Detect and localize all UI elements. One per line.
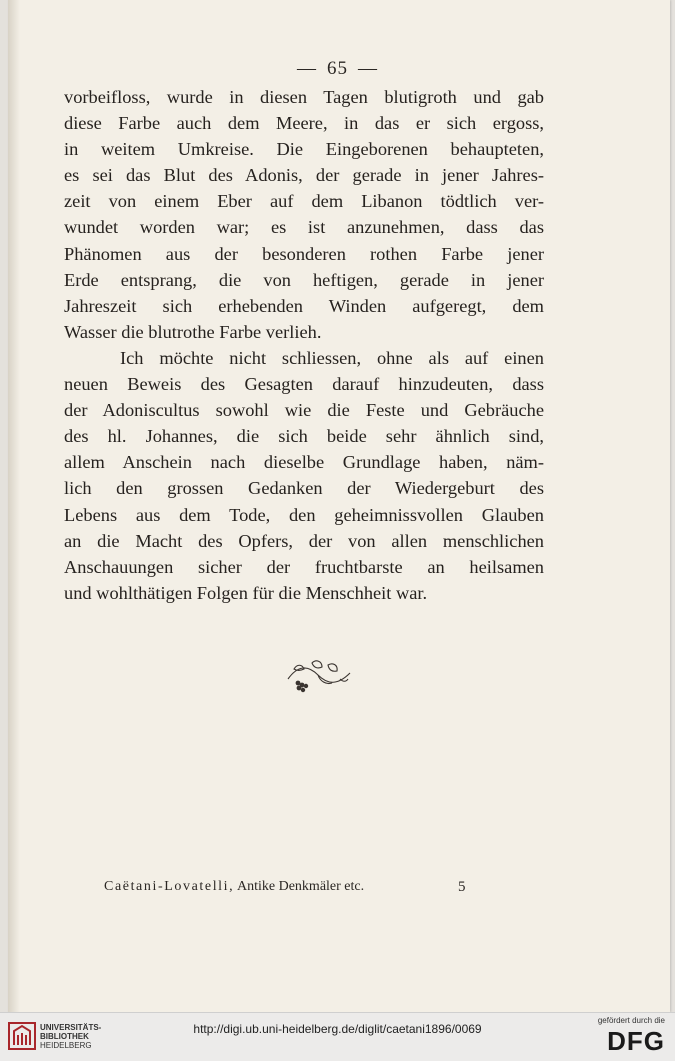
text-line: Phänomen aus der besonderen rothen Farbe jener xyxy=(64,243,544,264)
text-line: Anschauungen sicher der fruchtbarste an heilsamen xyxy=(64,556,544,577)
text-line: diese Farbe auch dem Meere, in das er sich ergoss, xyxy=(64,113,544,134)
text-line: Wasser die blutrothe Farbe verlieh. xyxy=(64,321,322,342)
text-line: der Adoniscultus sowohl wie die Feste und Gebräuche xyxy=(64,400,544,421)
dfg-caption: gefördert durch die xyxy=(597,1016,665,1025)
text-line: Ich möchte nicht schliessen, ohne als auf einen xyxy=(120,347,544,368)
body-text xyxy=(64,84,544,606)
library-name-line1: UNIVERSITÄTS- xyxy=(40,1023,102,1032)
text-line: in weitem Umkreise. Die Eingeborenen behaupteten, xyxy=(64,139,544,160)
text-line: allem Anschein nach dieselbe Grundlage haben, näm- xyxy=(64,452,544,473)
text-line: zeit von einem Eber auf dem Libanon tödtlich ver- xyxy=(64,191,544,212)
permalink-url[interactable]: http://digi.ub.uni-heidelberg.de/diglit/caetani1896/0069 xyxy=(193,1022,482,1036)
text-line: wundet worden war; es ist anzunehmen, dass das xyxy=(64,217,544,238)
text-line: und wohlthätigen Folgen für die Menschheit war. xyxy=(64,582,428,603)
text-line: vorbeifloss, wurde in diesen Tagen blutigroth und gab xyxy=(64,87,544,107)
text-line: es sei das Blut des Adonis, der gerade in jener Jahres- xyxy=(64,165,544,186)
footer-author: Caëtani-Lovatelli, xyxy=(104,879,235,894)
footer-signature-line xyxy=(104,879,504,895)
text-line: an die Macht des Opfers, der von allen menschlichen xyxy=(64,530,544,551)
library-name-line2: BIBLIOTHEK xyxy=(40,1032,89,1041)
digitization-footer-bar xyxy=(0,1012,675,1061)
sheet-signature: 5 xyxy=(458,879,466,895)
footer-title: Antike Denkmäler etc. xyxy=(237,879,365,894)
grapevine-ornament-icon xyxy=(284,655,354,695)
paragraph-1 xyxy=(64,84,544,345)
page-gutter xyxy=(8,0,20,1012)
header-dash-left: — xyxy=(297,58,317,79)
text-line: des hl. Johannes, die sich beide sehr ähnlich sind, xyxy=(64,426,544,447)
text-line: lich den grossen Gedanken der Wiedergeburt des xyxy=(64,478,544,499)
dfg-logo[interactable]: DFG xyxy=(607,1026,665,1056)
text-line: Erde entsprang, die von heftigen, gerade in jener xyxy=(64,269,544,290)
page-number-header xyxy=(0,58,675,80)
text-line: neuen Beweis des Gesagten darauf hinzudeuten, dass xyxy=(64,374,544,395)
library-name-line3: HEIDELBERG xyxy=(40,1041,92,1050)
paragraph-2 xyxy=(64,345,544,606)
text-line: Jahreszeit sich erhebenden Winden aufgeregt, dem xyxy=(64,295,544,316)
text-line: Lebens aus dem Tode, den geheimnissvollen Glauben xyxy=(64,504,544,525)
page-number: 65 xyxy=(327,58,348,79)
header-dash-right: — xyxy=(358,58,378,79)
